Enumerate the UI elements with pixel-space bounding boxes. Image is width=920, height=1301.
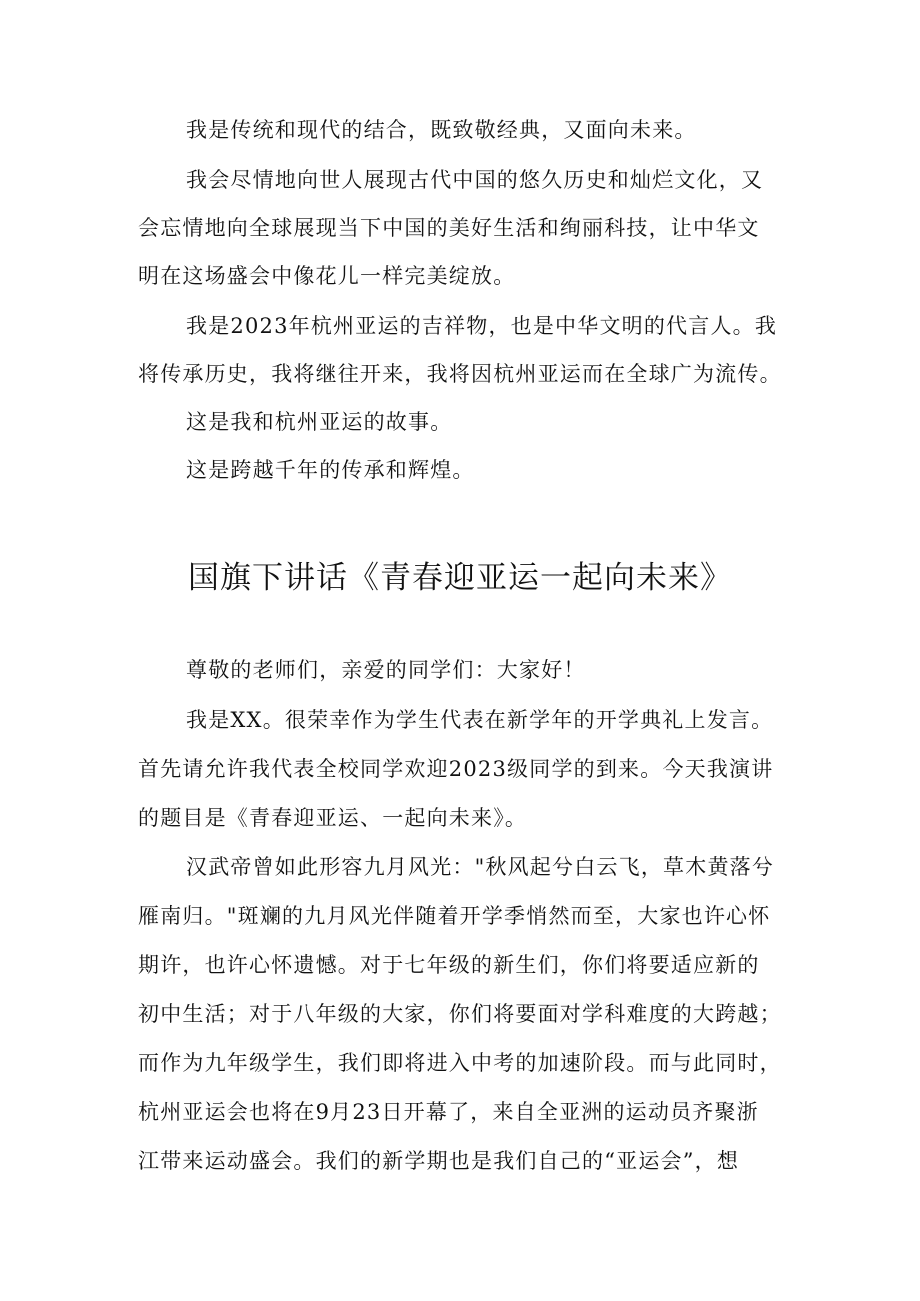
paragraph-line: 我是XX。很荣幸作为学生代表在新学年的开学典礼上发言。 — [186, 708, 774, 732]
paragraph-line: 这是我和杭州亚运的故事。 — [186, 410, 453, 434]
paragraph-line: 这是跨越千年的传承和辉煌。 — [186, 458, 475, 482]
paragraph-line: 我是2023年杭州亚运的吉祥物，也是中华文明的代言人。我 — [186, 314, 778, 338]
paragraph-line: 而作为九年级学生，我们即将进入中考的加速阶段。而与此同时， — [138, 1051, 782, 1075]
paragraph-line: 明在这场盛会中像花儿一样完美绽放。 — [138, 264, 516, 288]
paragraph-line: 雁南归。"斑斓的九月风光伴随着开学季悄然而至，大家也许心怀 — [138, 904, 771, 928]
paragraph-line: 将传承历史，我将继往开来，我将因杭州亚运而在全球广为流传。 — [138, 362, 782, 386]
paragraph-line: 杭州亚运会也将在9月23日开幕了，来自全亚洲的运动员齐聚浙 — [138, 1100, 759, 1124]
paragraph-line: 首先请允许我代表全校同学欢迎2023级同学的到来。今天我演讲 — [138, 757, 774, 781]
paragraph-line: 期许，也许心怀遗憾。对于七年级的新生们，你们将要适应新的 — [138, 953, 760, 977]
paragraph-line: 江带来运动盛会。我们的新学期也是我们自己的“亚运会”，想 — [138, 1149, 740, 1173]
paragraph-line: 汉武帝曾如此形容九月风光："秋风起兮白云飞，草木黄落兮 — [186, 855, 775, 879]
page-title: 国旗下讲话《青春迎亚运一起向未来》 — [188, 560, 732, 596]
paragraph-line: 初中生活；对于八年级的大家，你们将要面对学科难度的大跨越； — [138, 1002, 782, 1026]
paragraph-line: 会忘情地向全球展现当下中国的美好生活和绚丽科技，让中华文 — [138, 216, 760, 240]
paragraph-line: 的题目是《青春迎亚运、一起向未来》。 — [138, 806, 528, 830]
paragraph-line: 尊敬的老师们，亲爱的同学们：大家好！ — [186, 658, 586, 682]
paragraph-line: 我会尽情地向世人展现古代中国的悠久历史和灿烂文化，又 — [186, 168, 764, 192]
paragraph-line: 我是传统和现代的结合，既致敬经典，又面向未来。 — [186, 118, 697, 142]
